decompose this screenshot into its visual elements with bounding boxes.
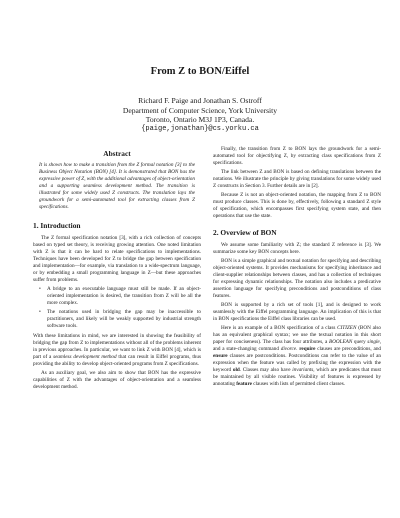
body-paragraph: BON is a simple graphical and textual notation for specifying and describing object-oriented systems. It provides mechanisms for specifying inheritance and client-supplier relationships between classes, and has a collection of techniques for expressing dynamic relationships. The notation also includes a predicative assertion language for specifying preconditions and postconditions of class features. xyxy=(213,258,381,299)
body-paragraph: The link between Z and BON is based on defining translations between the notations. We illustrate the principle by giving translations for some widely used Z constructs in Section 3. Further details are in [2]. xyxy=(213,169,381,189)
overview-heading: 2. Overview of BON xyxy=(213,228,277,237)
intro-bullet-list xyxy=(33,286,201,330)
intro-paragraph: With these limitations in mind, we are interested in showing the feasibility of bridging the gap from Z to implementations without all of the problems inherent in previous approaches. In particular, we want to link Z with BON [4], which is part of a seamless development method that can result in Eiffel programs, thus providing the ability to develop object-oriented programs from Z specifications. xyxy=(33,333,201,367)
body-paragraph: We assume some familiarity with Z; the standard Z reference is [3]. We summarize some key BON concepts here. xyxy=(213,242,381,255)
left-column xyxy=(33,146,201,393)
bullet-icon: • xyxy=(39,286,41,292)
abstract-heading: Abstract xyxy=(103,149,131,158)
body-paragraph: Because Z is not an object-oriented notation, the mapping from Z to BON must produce classes. This is done by, effectively, following a standard Z style of specification, which encompasses first specifying system state, and then operations that use the state. xyxy=(213,192,381,219)
body-paragraph: Finally, the transition from Z to BON lays the groundwork for a semi-automated tool for objectifying Z, by extracting class specifications from Z specifications. xyxy=(213,146,381,166)
affiliation-line: Department of Computer Science, York University xyxy=(122,105,278,115)
abstract-text: It is shown how to make a transition from the Z formal notation [3] to the Business Object Notation (BON) [4]. It is demonstrated that BON has the expressive power of Z, with the additional advantages of object-orientation and a supporting seamless development method. The transition is illustrated for some widely used Z constructs. The translation lays the groundwork for a semi-automated tool for extracting classes from Z specifications. xyxy=(39,162,195,210)
address-line: Toronto, Ontario M3J 1P3, Canada. xyxy=(145,115,255,125)
list-item: • The notations used in bridging the gap may be inaccessible to practitioners, and likely will be weakly supported by industrial strength software tools. xyxy=(39,309,201,329)
right-column xyxy=(213,146,381,390)
paper-title: From Z to BON/Eiffel xyxy=(150,66,250,77)
author-block xyxy=(0,96,400,134)
intro-heading: 1. Introduction xyxy=(33,221,81,230)
intro-paragraph: As an auxiliary goal, we also aim to show that BON has the expressive capabilities of Z with the advantages of object-orientation and a seamless development method. xyxy=(33,370,201,390)
email-line: {paige,jonathan}@cs.yorku.ca xyxy=(141,124,259,133)
bullet-icon: • xyxy=(39,309,41,315)
body-paragraph: Here is an example of a BON specification of a class CITIZEN (BON also has an equivalent graphical syntax; we use the textual notation in this short paper for conciseness). The class has four attributes, a BOOLEAN query single, and a state-changing command divorce. require clauses are preconditions, and ensure clauses are postconditions. Postconditions can refer to the value of an expression when the feature was called by prefixing the expression with the keyword old. Classes may also have invariants, which are predicates that must be maintained by all visible routines. Visibility of features is expressed by annotating feature clauses with lists of permitted client classes. xyxy=(213,325,382,387)
body-paragraph: BON is supported by a rich set of tools [1], and is designed to work seamlessly with the Eiffel programming language. An implication of this is that in BON specifications the Eiffel class libraries can be used. xyxy=(213,302,381,322)
list-item: • A bridge to an executable language must still be made. If an object-oriented implementation is desired, the transition from Z will be all the more complex. xyxy=(39,286,201,306)
intro-paragraph: The Z formal specification notation [3], with a rich collection of concepts based on typed set theory, is receiving growing attention. One noted limitation with Z is that it can be hard to relate specifications to implementations. Techniques have been developed for Z to bridge the gap between specification and implementation—for example, via translation to a wide-spectrum language, or by embedding a small programming language in Z—but these approaches suffer from problems. xyxy=(33,235,201,283)
authors-line: Richard F. Paige and Jonathan S. Ostroff xyxy=(138,96,262,105)
